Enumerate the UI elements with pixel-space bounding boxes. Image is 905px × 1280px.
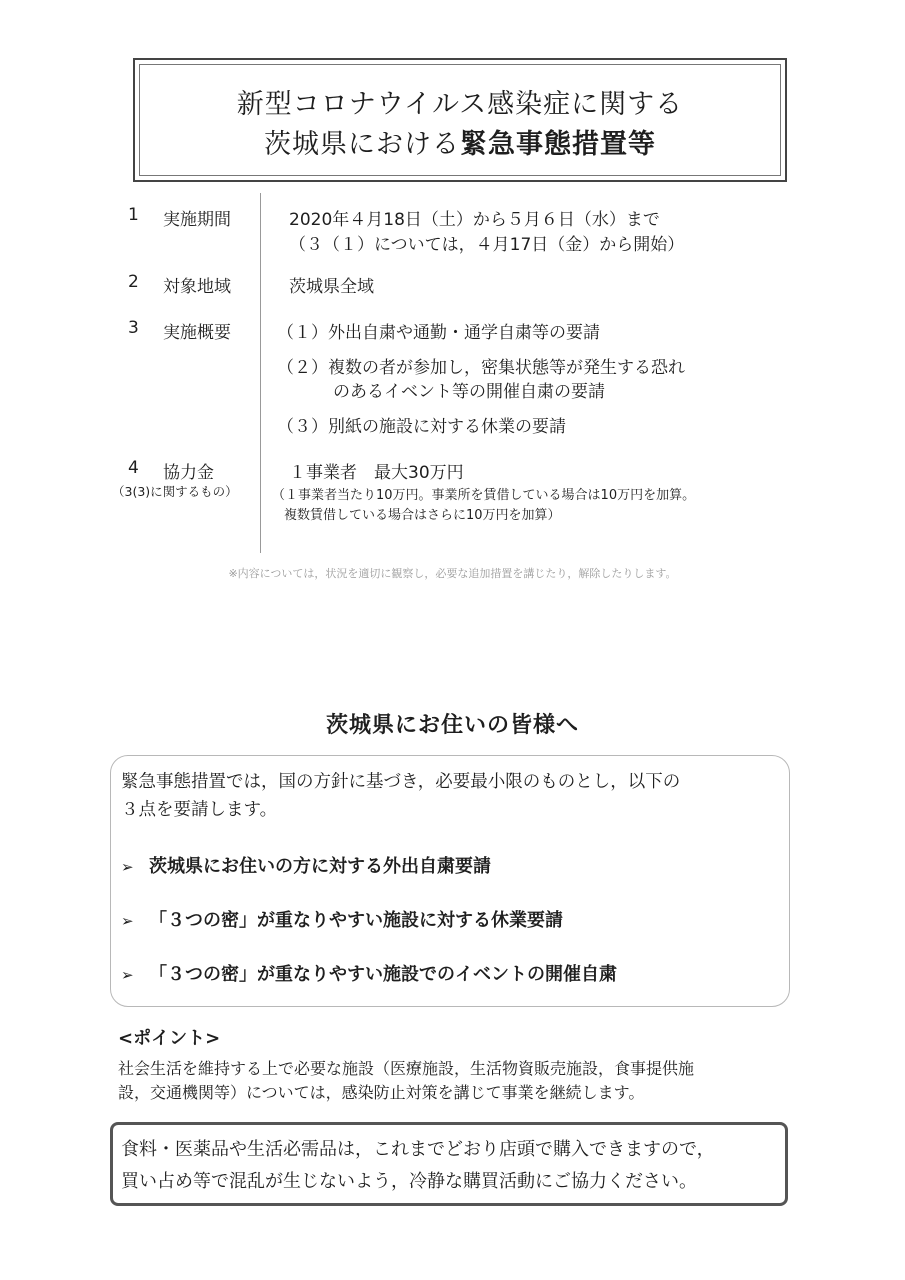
title-line-1: 新型コロナウイルス感染症に関する (236, 89, 684, 120)
section-1-period: 2020年４月18日（土）から５月６日（水）まで (289, 210, 660, 230)
section-4-detail-line-1: （１事業者当たり10万円。事業所を賃借している場合は10万円を加算。 (272, 488, 696, 503)
section-4-detail-line-2: 複数賃借している場合はさらに10万円を加算） (284, 508, 561, 523)
section-2-label: 対象地域 (163, 277, 231, 297)
title-box (133, 58, 787, 182)
section-3-item-1: （１）外出自粛や通勤・通学自粛等の要請 (277, 323, 600, 343)
request-item-3-text: 「３つの密」が重なりやすい施設でのイベントの開催自粛 (149, 964, 617, 985)
section-divider-line (260, 193, 261, 553)
title-line-2-emphasis: 緊急事態措置等 (460, 129, 656, 160)
section-4-amount: １事業者 最大30万円 (289, 463, 464, 483)
title-line-2 (135, 122, 785, 161)
section-1-label: 実施期間 (163, 210, 231, 230)
requests-intro-line-2: ３点を要請します。 (121, 800, 278, 820)
requests-intro-line-1: 緊急事態措置では，国の方針に基づき，必要最小限のものとし，以下の (121, 772, 681, 792)
shopping-notice-line-1: 食料・医薬品や生活必需品は，これまでどおり店頭で購入できますので， (121, 1139, 715, 1160)
request-item-1 (121, 852, 491, 878)
residents-heading: 茨城県にお住いの皆様へ (325, 713, 579, 738)
requests-box (110, 755, 790, 1007)
arrow-bullet-icon: ➢ (121, 966, 134, 984)
shopping-notice-box (110, 1122, 788, 1206)
section-1-number: 1 (128, 205, 139, 225)
section-3-item-3: （３）別紙の施設に対する休業の要請 (277, 417, 566, 437)
request-item-2 (121, 906, 563, 932)
section-3-item-2-line-2: のあるイベント等の開催自粛の要請 (333, 382, 605, 402)
shopping-notice-line-2: 買い占め等で混乱が生じないよう，冷静な購買活動にご協力ください。 (121, 1171, 697, 1192)
request-item-2-text: 「３つの密」が重なりやすい施設に対する休業要請 (149, 910, 563, 931)
request-item-1-text: 茨城県にお住いの方に対する外出自粛要請 (149, 856, 491, 877)
point-text-line-1: 社会生活を維持する上で必要な施設（医療施設，生活物資販売施設，食事提供施 (118, 1059, 695, 1078)
section-2-number: 2 (128, 272, 139, 292)
section-4-sublabel: （3(3)に関するもの） (112, 484, 238, 499)
request-item-3 (121, 960, 617, 986)
title-line-2-prefix: 茨城県における (264, 129, 460, 160)
arrow-bullet-icon: ➢ (121, 858, 134, 876)
point-heading: <ポイント> (118, 1028, 221, 1049)
point-text-line-2: 設，交通機関等）については，感染防止対策を講じて事業を継続します。 (118, 1083, 645, 1102)
section-3-label: 実施概要 (163, 323, 231, 343)
section-4-label: 協力金 (163, 463, 214, 483)
section-4-number: 4 (128, 458, 139, 478)
section-3-item-2-line-1: （２）複数の者が参加し，密集状態等が発生する恐れ (277, 358, 685, 378)
section-2-area: 茨城県全域 (289, 277, 374, 297)
footnote: ※内容については，状況を適切に観察し，必要な追加措置を講じたり，解除したりします。 (228, 567, 677, 580)
section-3-number: 3 (128, 318, 139, 338)
arrow-bullet-icon: ➢ (121, 912, 134, 930)
section-1-period-note: （３（１）については，４月17日（金）から開始） (289, 235, 685, 255)
